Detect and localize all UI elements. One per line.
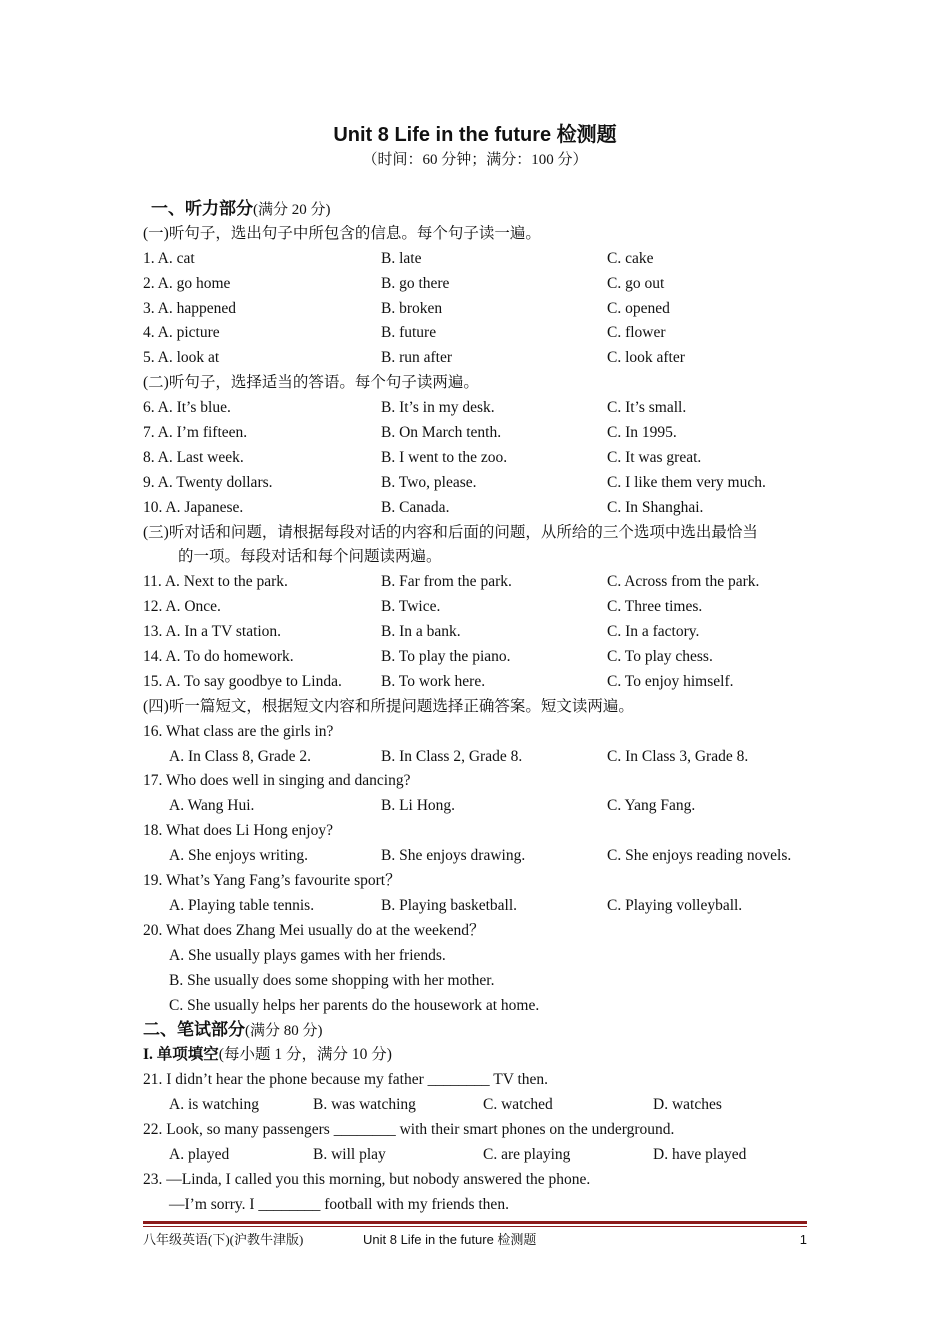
option-b: B. Two, please. (381, 473, 477, 491)
question-stem: 4. A. picture (143, 324, 220, 342)
option-c: C. In Shanghai. (607, 498, 704, 516)
question-stem: 7. A. I’m fifteen. (143, 424, 248, 442)
option-b: B. go there (381, 274, 450, 292)
option-a: A. Wang Hui. (169, 797, 255, 815)
question-stem: 3. A. happened (143, 299, 236, 317)
question-row (143, 496, 823, 521)
question-22: 22. Look, so many passengers ________ with their smart phones on the underground. (143, 1120, 675, 1138)
question-row (143, 396, 823, 421)
section3-title-line2: 的一项。每段对话和每个问题读两遍。 (178, 548, 442, 566)
option-c: C. To enjoy himself. (607, 672, 734, 690)
section3-rows (143, 570, 823, 694)
option-c: C. It was great. (607, 448, 702, 466)
question-row (143, 670, 823, 695)
page-footer (143, 1230, 807, 1250)
question-row (143, 272, 823, 297)
option-c: C. are playing (483, 1145, 571, 1163)
question-17-options (143, 794, 823, 819)
option-c: C. She usually helps her parents do the housework at home. (169, 996, 540, 1014)
option-a: A. In Class 8, Grade 2. (169, 747, 312, 765)
option-c: C. She enjoys reading novels. (607, 847, 792, 865)
page-subtitle: （时间：60 分钟；满分：100 分） (362, 152, 588, 168)
question-19: 19. What’s Yang Fang’s favourite sport？ (143, 872, 401, 890)
option-c: C. flower (607, 324, 666, 342)
question-stem: 9. A. Twenty dollars. (143, 473, 273, 491)
question-stem: 8. A. Last week. (143, 448, 244, 466)
exam-content (143, 197, 823, 1218)
option-b: B. On March tenth. (381, 424, 502, 442)
question-stem: 1. A. cat (143, 249, 195, 267)
question-stem: 2. A. go home (143, 274, 231, 292)
question-stem: 15. A. To say goodbye to Linda. (143, 672, 342, 690)
part1-heading (143, 197, 823, 222)
option-c: C. I like them very much. (607, 473, 766, 491)
option-c: C. To play chess. (607, 648, 713, 666)
option-b: B. broken (381, 299, 443, 317)
option-b: B. run after (381, 349, 453, 367)
part1-heading-text: 一、听力部分 (151, 199, 253, 218)
option-c: C. cake (607, 249, 654, 267)
footer-rule-thick (143, 1221, 807, 1224)
part1-score: (满分 20 分) (253, 202, 331, 218)
question-stem: 13. A. In a TV station. (143, 623, 282, 641)
option-c: C. In Class 3, Grade 8. (607, 747, 749, 765)
question-row (143, 620, 823, 645)
option-c: C. In a factory. (607, 623, 700, 641)
footer-book: 八年级英语(下)(沪教牛津版) (143, 1232, 304, 1247)
option-d: D. watches (653, 1096, 722, 1114)
option-c: C. Across from the park. (607, 573, 760, 591)
question-row (143, 471, 823, 496)
question-21: 21. I didn’t hear the phone because my father ________ TV then. (143, 1071, 549, 1089)
question-row (143, 570, 823, 595)
option-c: C. opened (607, 299, 670, 317)
question-stem: 5. A. look at (143, 349, 220, 367)
option-b: B. Twice. (381, 598, 441, 616)
question-stem: 12. A. Once. (143, 598, 221, 616)
footer-rule-thin (143, 1226, 807, 1227)
option-b: B. She usually does some shopping with her mother. (169, 971, 495, 989)
page-number: 1 (799, 1232, 807, 1247)
section1-rows (143, 247, 823, 371)
question-17: 17. Who does well in singing and dancing? (143, 772, 411, 790)
section-i-heading (143, 1043, 823, 1068)
option-a: A. played (169, 1145, 230, 1163)
section1-title: (一)听句子，选出句子中所包含的信息。每个句子读一遍。 (143, 224, 541, 242)
question-row (143, 595, 823, 620)
section-i-label: I. 单项填空 (143, 1046, 219, 1064)
question-stem: 14. A. To do homework. (143, 648, 294, 666)
section2-title: (二)听句子，选择适当的答语。每个句子读两遍。 (143, 374, 479, 392)
question-row (143, 321, 823, 346)
question-row (143, 297, 823, 322)
option-b: B. Li Hong. (381, 797, 456, 815)
question-stem: 11. A. Next to the park. (143, 573, 288, 591)
option-b: B. Playing basketball. (381, 896, 518, 914)
section-i-note: (每小题 1 分，满分 10 分) (218, 1046, 392, 1064)
option-b: B. To work here. (381, 672, 486, 690)
question-row (143, 645, 823, 670)
option-a: A. is watching (169, 1096, 259, 1114)
section2-rows (143, 396, 823, 520)
option-c: C. It’s small. (607, 399, 687, 417)
option-c: C. Playing volleyball. (607, 896, 743, 914)
question-stem: 10. A. Japanese. (143, 498, 244, 516)
option-b: B. In Class 2, Grade 8. (381, 747, 523, 765)
option-c: C. look after (607, 349, 685, 367)
option-c: C. Three times. (607, 598, 703, 616)
question-row (143, 346, 823, 371)
section4-title: (四)听一篇短文，根据短文内容和所提问题选择正确答案。短文读两遍。 (143, 697, 634, 715)
option-b: B. Far from the park. (381, 573, 512, 591)
footer-unit: Unit 8 Life in the future 检测题 (363, 1232, 537, 1247)
question-18: 18. What does Li Hong enjoy? (143, 822, 333, 840)
question-19-options (143, 894, 823, 919)
option-c: C. Yang Fang. (607, 797, 696, 815)
question-stem: 6. A. It’s blue. (143, 399, 231, 417)
option-b: B. future (381, 324, 437, 342)
question-20: 20. What does Zhang Mei usually do at the weekend？ (143, 921, 485, 939)
question-22-options (143, 1143, 823, 1168)
part2-score: (满分 80 分) (245, 1023, 323, 1040)
option-b: B. In a bank. (381, 623, 461, 641)
part2-heading (143, 1018, 823, 1043)
option-d: D. have played (653, 1145, 747, 1163)
question-21-options (143, 1093, 823, 1118)
question-18-options (143, 844, 823, 869)
option-b: B. will play (313, 1145, 386, 1163)
option-c: C. go out (607, 274, 665, 292)
option-b: B. She enjoys drawing. (381, 847, 526, 865)
option-b: B. To play the piano. (381, 648, 511, 666)
question-23: 23. —Linda, I called you this morning, but nobody answered the phone. (143, 1170, 591, 1188)
option-c: C. In 1995. (607, 424, 677, 442)
option-c: C. watched (483, 1096, 553, 1114)
option-b: B. was watching (313, 1096, 416, 1114)
question-23-reply: —I’m sorry. I ________ football with my friends then. (169, 1195, 509, 1213)
question-16-options (143, 745, 823, 770)
question-16: 16. What class are the girls in? (143, 722, 334, 740)
part2-heading-text: 二、笔试部分 (143, 1020, 245, 1040)
option-b: B. It’s in my desk. (381, 399, 495, 417)
question-row (143, 421, 823, 446)
option-a: A. Playing table tennis. (169, 896, 315, 914)
option-b: B. Canada. (381, 498, 450, 516)
option-b: B. I went to the zoo. (381, 448, 508, 466)
question-row (143, 247, 823, 272)
question-row (143, 446, 823, 471)
option-b: B. late (381, 249, 422, 267)
option-a: A. She usually plays games with her friends. (169, 946, 446, 964)
option-a: A. She enjoys writing. (169, 847, 309, 865)
section3-title-line1: (三)听对话和问题，请根据每段对话的内容和后面的问题，从所给的三个选项中选出最恰当 (143, 523, 758, 541)
page-title: Unit 8 Life in the future 检测题 (333, 124, 617, 146)
